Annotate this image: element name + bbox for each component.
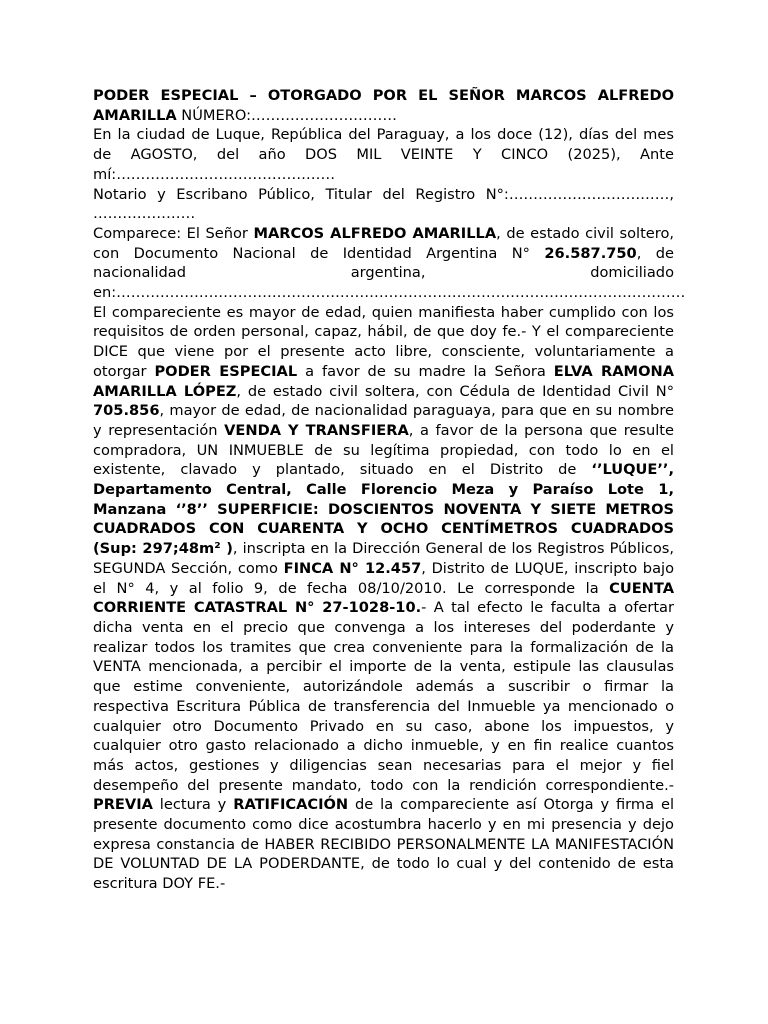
text: El compareciente es mayor de edad, quien manifiesta haber cumplido con los requisitos de orden personal, capaz, hábil, de que doy fe.- Y el compareciente DICE que viene por el presente acto libre, consciente, voluntariamente a otorgar [93,303,674,380]
paragraph-comparece [93,224,686,303]
document-title [93,86,674,125]
paragraph-body [93,303,674,894]
text: , de estado civil soltera, con Cédula de Identidad Civil N° [236,382,674,400]
ratificacion: RATIFICACIÓN [233,796,349,814]
text: , mayor de edad, de nacionalidad paraguaya, para que en su nombre y representación [93,402,674,439]
title-bold: PODER ESPECIAL – OTORGADO POR EL SEÑOR MARCOS ALFREDO AMARILLA [93,87,674,124]
text: lectura y [152,796,234,814]
text: de la compareciente así Otorga y firma el presente documento como dice acostumbra hacerlo y en mi presencia y dejo expresa constancia de HABER RECIBIDO PERSONALMENTE LA MANIFESTACIÓN DE VOLUNTAD DE LA PODERDANTE, de todo lo cual y del contenido de esta escritura DOY FE.- [93,796,674,893]
text: Comparece: El Señor [93,224,254,242]
poder-especial: PODER ESPECIAL [154,362,298,380]
inmueble-ubicacion: ‘’LUQUE’’, Departamento Central, Calle Florencio Meza y Paraíso Lote 1, Manzana ‘’8’’ SUPERFICIE: DOSCIENTOS NOVENTA Y SIETE METROS CUADRADOS CON CUARENTA Y OCHO CENTÍMETROS CUADRADOS (Sup: 297;48m² ) [93,461,674,558]
paragraph-notario: Notario y Escribano Público, Titular del Registro N°:……………………………, ………………… [93,185,674,223]
text: - A tal efecto le faculta a ofertar dicha venta en el precio que convenga a los intereses del poderdante y realizar todos los tramites que crea conveniente para la formalización de la VENTA mencionada, a percibir el importe de la venta, estipule las clausulas que estime conveniente, autorizándole además a suscribir o firmar la respectiva Escritura Pública de transferencia del Inmueble ya mencionado o cualquier otro Documento Privado en su caso, abone los impuestos, y cualquier otro gasto relacionado a dicho inmueble, y en fin realice cuantos más actos, gestiones y diligencias sean necesarias para el mejor y fiel desempeño del presente mandato, todo con la rendición correspondiente.- [93,599,674,794]
name-poderdante: MARCOS ALFREDO AMARILLA [253,224,497,242]
paragraph-lugar-fecha: En la ciudad de Luque, República del Paraguay, a los doce (12), días del mes de AGOSTO, del año DOS MIL VEINTE Y CINCO (2025), Ante mí:……………………………………… [93,126,674,183]
ci-number: 705.856 [93,402,160,420]
name-apoderada: ELVA RAMONA AMARILLA LÓPEZ [93,362,674,400]
finca-number: FINCA N° 12.457 [283,559,422,577]
text: , Distrito de LUQUE, inscripto bajo el N° 4, y al folio 9, de fecha 08/10/2010. Le corresponde la [93,559,674,597]
venda-transfiera: VENDA Y TRANSFIERA [224,421,409,439]
previa: PREVIA [93,796,153,814]
document-page [93,86,686,894]
title-numero: NÚMERO:………………………… [176,106,397,124]
text: , de nacionalidad argentina, domiciliado en:……………………………………………………………………………………………………… [93,244,686,302]
text: , de estado civil soltero, con Documento Nacional de Identidad Argentina N° [93,224,675,262]
text: , inscripta en la Dirección General de los Registros Públicos, SEGUNDA Sección, como [93,540,674,577]
cuenta-catastral: CUENTA CORRIENTE CATASTRAL N° 27-1028-10. [93,579,674,617]
text: a favor de su madre la Señora [297,362,554,380]
dni-number: 26.587.750 [544,244,637,262]
text: , a favor de la persona que resulte compradora, UN INMUEBLE de su legítima propiedad, con todo lo en el existente, clavado y plantado, situado en el Distrito de [93,421,674,479]
